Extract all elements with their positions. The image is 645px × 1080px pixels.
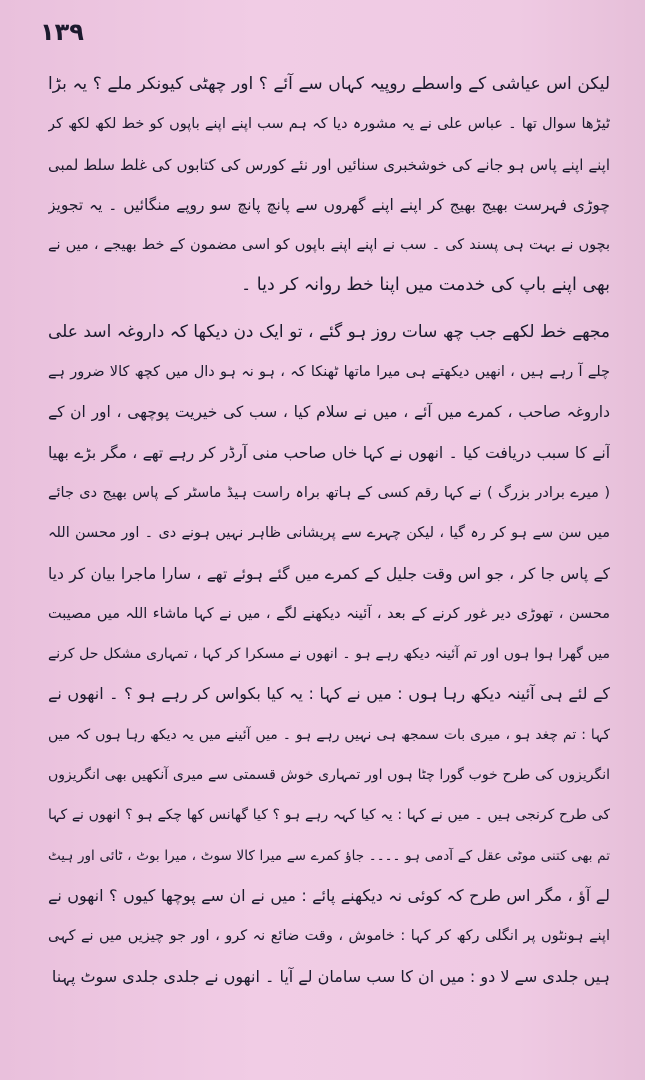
text-line: اپنے ہونٹوں پر انگلی رکھ کر کہا : خاموش ، وقت ضائع نہ کرو ، اور جو چیزیں میں نے کہی <box>48 928 610 945</box>
text-line: محسن ، تھوڑی دیر غور کرنے کے بعد ، آئینہ دیکھنے لگے ، میں نے کہا ماشاء اللہ میں مصیبت <box>48 605 610 622</box>
text-line: بچوں نے بہت ہی پسند کی ۔ سب نے اپنے اپنے باپوں کو اسی مضمون کے خط بھیجے ، میں نے <box>48 237 610 254</box>
text-line: چلے آ رہے ہیں ، انھیں دیکھتے ہی میرا ماتھا ٹھنکا کہ ، ہو نہ ہو دال میں کچھ کالا ضرور ہے <box>48 364 610 381</box>
text-line: میں گھرا ہوا ہوں اور تم آئینہ دیکھ رہے ہو ۔ انھوں نے مسکرا کر کہا ، تمہاری مشکل حل کرنے <box>48 646 610 663</box>
text-line: اپنے اپنے پاس ہو جانے کی خوشخبری سنائیں اور نئے کورس کی کتابوں کی غلط سلط لمبی <box>48 155 610 174</box>
text-line: کی طرح کرنجی ہیں ۔ میں نے کہا : یہ کیا کہہ رہے ہو ؟ کیا گھانس کھا چکے ہو ؟ انھوں نے کہا <box>48 807 610 824</box>
text-line: داروغہ صاحب ، کمرے میں آئے ، میں نے سلام کیا ، سب کی خیریت پوچھی ، اور ان کے <box>48 403 610 422</box>
text-line: چوڑی فہرست بھیج بھیج کر اپنے اپنے گھروں سے پانچ پانچ سو روپے منگائیں ۔ یہ تجویز <box>48 195 610 214</box>
text-line: کے پاس جا کر ، جو اس وقت جلیل کے کمرے میں گئے ہوئے تھے ، سارا ماجرا بیان کر دیا <box>48 564 610 583</box>
text-line: کے لئے ہی آئینہ دیکھ رہا ہوں : میں نے کہا : یہ کیا بکواس کر رہے ہو ؟ ۔ انھوں نے <box>48 684 610 704</box>
text-line: ٹیڑھا سوال تھا ۔ عباس علی نے یہ مشورہ دیا کہ ہم سب اپنے اپنے باپوں کو خط لکھ لکھ کر <box>48 116 610 133</box>
body-text <box>48 64 610 997</box>
text-line: بھی اپنے باپ کی خدمت میں اپنا خط روانہ کر دیا ۔ <box>240 275 610 296</box>
text-line: میں سن سے ہو کر رہ گیا ، لیکن چہرے سے پریشانی ظاہر نہیں ہونے دی ۔ اور محسن اللہ <box>48 525 610 542</box>
text-line: انگریزوں کی طرح خوب گورا چٹا ہوں اور تمہاری خوش قسمتی سے میری آنکھیں بھی انگریزوں <box>48 767 610 784</box>
text-line: لیکن اس عیاشی کے واسطے روپیہ کہاں سے آئے ؟ اور چھٹی کیونکر ملے ؟ یہ بڑا <box>48 74 610 94</box>
paragraph-2 <box>48 312 610 997</box>
text-line: ( میرے برادر بزرگ ) نے کہا رقم کسی کے ہاتھ براہ راست ہیڈ ماسٹر کے پاس بھیج دی جائے <box>48 484 610 501</box>
text-line: مجھے خط لکھے جب چھ سات روز ہو گئے ، تو ایک دن دیکھا کہ داروغہ اسد علی <box>48 321 610 342</box>
text-line: کہا : تم چغد ہو ، میری بات سمجھ ہی نہیں رہے ہو ۔ میں آئینے میں یہ دیکھ رہا ہوں کہ میں <box>48 726 610 743</box>
text-line: لے آؤ ، مگر اس طرح کہ کوئی نہ دیکھنے پائے : میں نے ان سے پوچھا کیوں ؟ انھوں نے <box>48 885 610 905</box>
text-line: آنے کا سبب دریافت کیا ۔ انھوں نے کہا خاں صاحب منی آرڈر کر رہے تھے ، مگر بڑے بھیا <box>48 443 610 462</box>
paragraph-1 <box>48 64 610 306</box>
page-number: ١٣٩ <box>40 18 84 46</box>
text-line: ہیں جلدی سے لا دو : میں ان کا سب سامان لے آیا ۔ انھوں نے جلدی جلدی سوٹ پہنا <box>51 966 610 986</box>
text-line: تم بھی کتنی موٹی عقل کے آدمی ہو ۔۔۔۔ جاؤ کمرے سے میرا کالا سوٹ ، میرا بوٹ ، ٹائی اور ہیٹ <box>48 847 610 864</box>
